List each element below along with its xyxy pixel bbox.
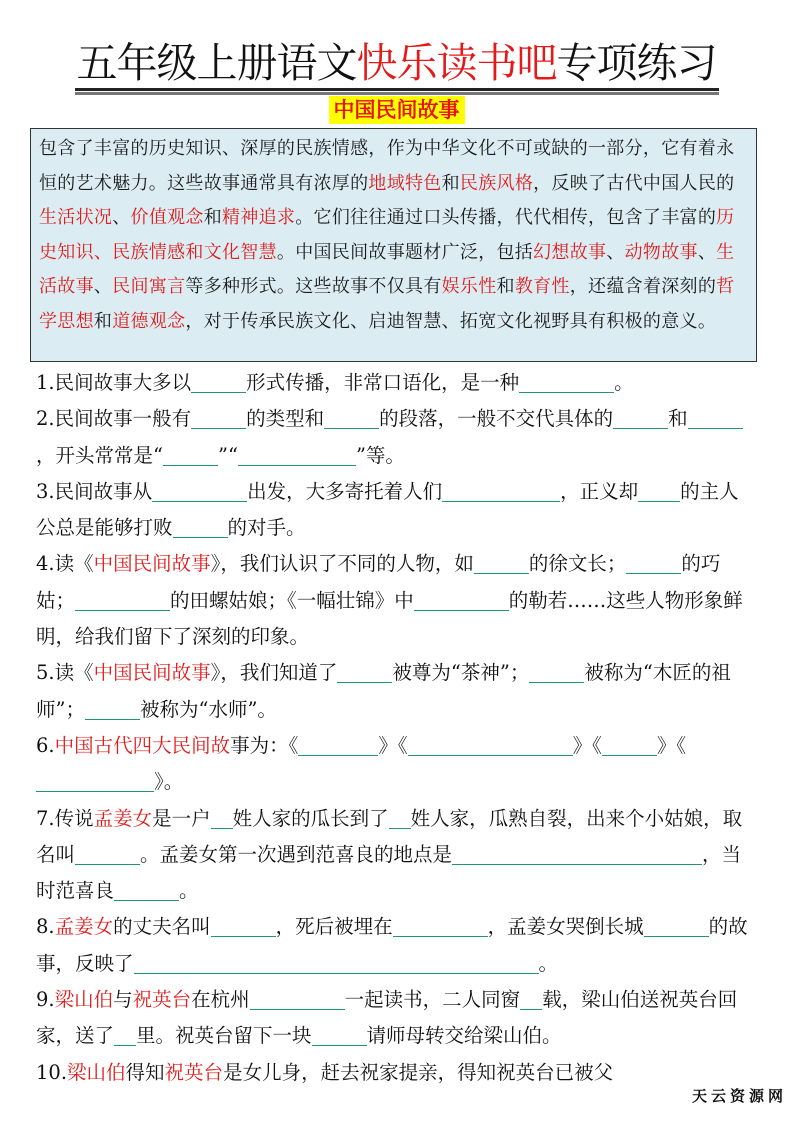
answer-blank[interactable]	[337, 662, 392, 683]
answer-blank[interactable]	[442, 481, 560, 502]
intro-text: 。它们往往通过口头传播，代代相传，包含了丰富的	[295, 207, 717, 228]
answer-blank[interactable]	[520, 989, 542, 1010]
question-text: 》《	[572, 733, 602, 757]
question-1	[36, 365, 756, 401]
question-text: 6.	[36, 733, 55, 757]
question-text: 。	[179, 879, 199, 903]
question-text: 的故事，反映了	[36, 915, 748, 975]
question-text: 。	[538, 951, 559, 975]
question-text: 》《	[378, 733, 408, 757]
answer-blank[interactable]	[250, 989, 345, 1010]
answer-blank[interactable]	[602, 735, 657, 756]
question-text: 7.传说	[36, 806, 94, 830]
intro-highlight-text: 娱乐性	[441, 276, 497, 297]
intro-highlight-text: 地域特色	[368, 172, 442, 194]
question-text: 出发，大多寄托着人们	[247, 479, 443, 503]
intro-text: 等多种形式。这些故事不仅具有	[185, 276, 442, 297]
question-6	[36, 728, 756, 801]
intro-highlight-text: 教育性	[514, 276, 570, 297]
question-5	[36, 655, 756, 728]
question-highlight-text: 孟姜女	[93, 806, 153, 830]
intro-text: 和	[203, 207, 223, 228]
question-text: ”“	[217, 443, 238, 467]
answer-blank[interactable]	[324, 408, 379, 429]
question-text: ，死后被埋在	[275, 915, 393, 939]
question-text: 的主人公总是能够打败	[36, 479, 739, 540]
answer-blank[interactable]	[75, 590, 170, 611]
answer-blank[interactable]	[529, 662, 584, 683]
question-text: ，正义却	[560, 479, 639, 503]
question-text: 3.民间故事从	[36, 479, 153, 503]
answer-blank[interactable]	[152, 481, 247, 502]
intro-text: 。中国民间故事题材广泛，包括	[276, 241, 534, 263]
question-text: 9.	[36, 988, 55, 1012]
answer-blank[interactable]	[519, 372, 614, 393]
intro-highlight-text: 民族风格	[459, 172, 534, 194]
intro-text: 和	[496, 276, 515, 297]
question-text: 。孟姜女第一次遇到范喜良的地点是	[140, 842, 453, 866]
answer-blank[interactable]	[211, 916, 276, 937]
question-text: 和	[668, 407, 688, 431]
question-text: 10.	[36, 1060, 68, 1084]
answer-blank[interactable]	[452, 844, 507, 865]
question-highlight-text: 中国古代四大民间故	[54, 733, 231, 757]
answer-blank[interactable]	[474, 553, 529, 574]
question-text: 得知	[125, 1060, 165, 1084]
question-text: 的田螺姑娘；《一幅壮锦》中	[170, 588, 414, 612]
question-text: 里。祝英台留下一块	[136, 1024, 312, 1048]
intro-highlight-text: 历史知识、民族情感和文化智慧	[39, 207, 735, 263]
question-text: 5.读《	[36, 661, 94, 685]
question-2	[36, 401, 756, 474]
answer-blank[interactable]	[75, 844, 140, 865]
answer-blank[interactable]	[85, 699, 140, 720]
answer-blank[interactable]	[507, 844, 702, 865]
intro-text: ，反映了古代中国人民的	[533, 172, 735, 194]
question-text: 姓人家，瓜熟自裂，出来个小姑娘，取名叫	[36, 806, 743, 866]
intro-text: 、	[606, 241, 625, 263]
answer-blank[interactable]	[298, 735, 378, 756]
answer-blank[interactable]	[644, 916, 709, 937]
question-highlight-text: 祝英台	[132, 988, 192, 1012]
title-part-3: 专项练习	[556, 39, 717, 87]
question-text: 被称为“水师”。	[139, 697, 277, 721]
intro-text: 、	[697, 241, 717, 263]
question-text: 载，梁山伯送祝英台回家，送了	[36, 988, 738, 1048]
question-3	[36, 474, 756, 547]
question-text: 2.民间故事一般有	[36, 407, 192, 431]
answer-blank[interactable]	[191, 372, 246, 393]
question-text: ，孟姜女哭倒长城	[487, 915, 644, 939]
intro-text: 、	[93, 276, 113, 297]
question-highlight-text: 梁山伯	[67, 1060, 126, 1084]
answer-blank[interactable]	[191, 408, 246, 429]
answer-blank[interactable]	[134, 953, 539, 974]
question-text: 事为：《	[230, 733, 299, 757]
intro-highlight-text: 精神追求	[222, 207, 296, 228]
intro-highlight-text: 动物故事	[624, 241, 698, 263]
question-text: 8.	[36, 915, 55, 939]
question-text: 》《	[656, 733, 687, 757]
subtitle-wrap	[0, 96, 793, 124]
question-text: 被称为“木匠的祖师”；	[36, 661, 731, 721]
answer-blank[interactable]	[626, 553, 681, 574]
question-text: 与	[113, 988, 133, 1012]
intro-box	[30, 128, 757, 362]
answer-blank[interactable]	[238, 445, 356, 466]
intro-highlight-text: 生活故事	[39, 241, 735, 297]
title-part-highlight: 快乐读书吧	[356, 39, 557, 87]
intro-text: ，还蕴含着深刻的	[569, 276, 717, 297]
question-highlight-text: 中国民间故事	[93, 661, 211, 685]
answer-blank[interactable]	[36, 771, 154, 792]
question-4	[36, 546, 756, 655]
question-text: 是女儿身，赶去祝家提亲，得知祝英台已被父	[223, 1060, 614, 1084]
question-text: ”等。	[355, 443, 405, 467]
question-text: 的巧姑；	[36, 552, 721, 612]
question-10	[36, 1055, 756, 1091]
question-highlight-text: 祝英台	[164, 1060, 224, 1084]
question-8	[36, 909, 756, 982]
answer-blank[interactable]	[114, 1025, 136, 1046]
answer-blank[interactable]	[688, 408, 743, 429]
question-highlight-text: 梁山伯	[54, 988, 114, 1012]
intro-highlight-text: 哲学思想	[39, 276, 735, 332]
question-text: 》。	[154, 770, 184, 794]
intro-highlight-text: 道德观念	[112, 310, 186, 332]
answer-blank[interactable]	[211, 808, 233, 829]
page-title	[75, 38, 719, 91]
question-text: ，开头常常是“	[36, 443, 163, 467]
intro-highlight-text: 价值观念	[130, 207, 204, 228]
intro-text: 包含了丰富的历史知识、深厚的民族情感，作为中华文化不可或缺的一部分，它有着永恒的艺术魅力。这些故事通常具有浓厚的	[39, 138, 735, 194]
watermark: 天云资源网	[691, 1087, 787, 1105]
answer-blank[interactable]	[114, 880, 179, 901]
question-text: 》，我们认识了不同的人物，如	[210, 552, 474, 576]
question-text: ，当时范喜良	[36, 842, 742, 903]
intro-text: 、	[112, 207, 131, 228]
question-highlight-text: 孟姜女	[54, 915, 114, 939]
question-text: 一起读书，二人同窗	[344, 988, 521, 1012]
title-wrap	[0, 38, 793, 91]
question-text: 。	[614, 371, 634, 394]
question-text: 姓人家的瓜长到了	[232, 806, 389, 830]
question-text: 4.读《	[36, 552, 94, 576]
answer-blank[interactable]	[163, 445, 218, 466]
intro-highlight-text: 幻想故事	[533, 241, 607, 263]
intro-text: 和	[93, 310, 113, 332]
question-highlight-text: 中国民间故事	[93, 552, 211, 576]
intro-highlight-text: 生活状况	[39, 207, 113, 228]
question-text: 》，我们知道了	[210, 661, 338, 685]
answer-blank[interactable]	[393, 916, 488, 937]
answer-blank[interactable]	[638, 481, 680, 502]
question-text: 的类型和	[246, 407, 325, 431]
question-9	[36, 982, 756, 1055]
question-text: 的丈夫名叫	[113, 915, 211, 939]
answer-blank[interactable]	[613, 408, 668, 429]
question-text: 形式传播，非常口语化，是一种	[246, 371, 520, 394]
question-text: 被尊为“茶神”；	[392, 661, 530, 685]
question-text: 在杭州	[191, 988, 250, 1012]
title-part-1: 五年级上册语文	[76, 39, 357, 87]
answer-blank[interactable]	[312, 1025, 367, 1046]
question-text: 是一户	[152, 806, 211, 830]
answer-blank[interactable]	[408, 735, 573, 756]
question-text: 的对手。	[227, 516, 306, 540]
intro-text: ，对于传承民族文化、启迪智慧、拓宽文化视野具有积极的意义。	[185, 310, 717, 332]
section-subtitle: 中国民间故事	[329, 96, 465, 124]
question-text: 的徐文长；	[528, 552, 627, 576]
answer-blank[interactable]	[173, 517, 228, 538]
question-text: 的段落，一般不交代具体的	[379, 407, 614, 431]
question-text: 请师母转交给梁山伯。	[366, 1024, 562, 1048]
answer-blank[interactable]	[389, 808, 411, 829]
question-text: 1.民间故事大多以	[36, 371, 192, 394]
intro-text: 和	[441, 172, 460, 194]
question-list	[36, 365, 756, 1091]
intro-highlight-text: 民间寓言	[112, 276, 186, 297]
answer-blank[interactable]	[414, 590, 509, 611]
question-text: 的勒若……这些人物形象鲜明，给我们留下了深刻的印象。	[36, 588, 743, 649]
question-7	[36, 801, 756, 910]
